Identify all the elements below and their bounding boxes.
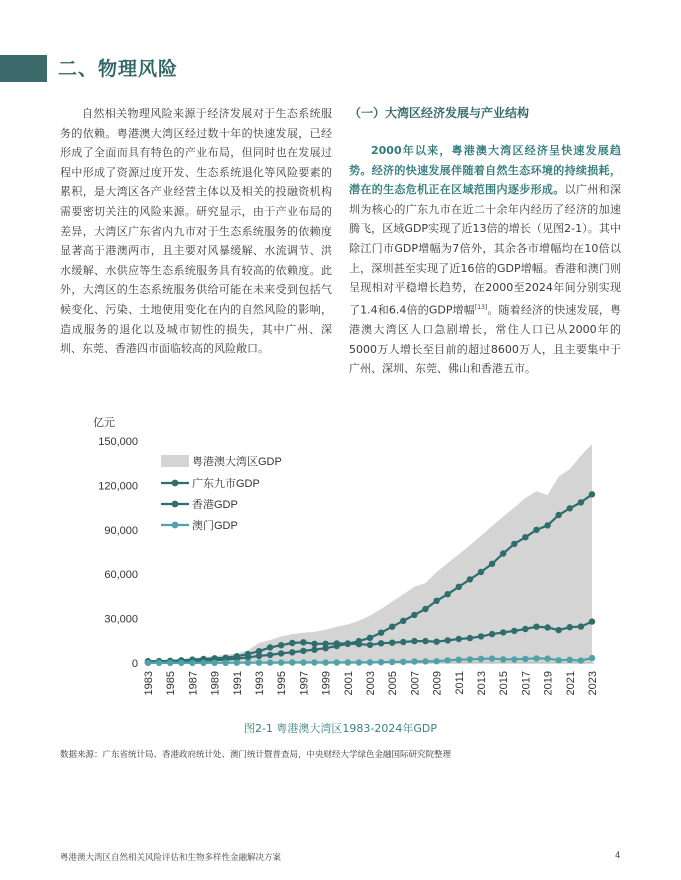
y-tick-label: 0: [131, 658, 138, 670]
x-tick-label: 2007: [409, 671, 422, 696]
series-line-hongkong-point: [378, 640, 384, 646]
series-line-hongkong-point: [522, 626, 528, 632]
series-line-macau-point: [345, 659, 351, 665]
series-line-macau-point: [245, 660, 251, 666]
series-line-hongkong-point: [289, 640, 295, 646]
body-text-2: 。随着经济的快速发展，粤港澳大湾区人口急剧增长，常住人口已从2000年的5000万人增长至目前的超过8600万人，且主要集中于广州、深圳、东莞、佛山和香港五市。: [349, 303, 621, 376]
series-line-macau-point: [211, 660, 217, 666]
series-line-hongkong-point: [489, 631, 495, 637]
x-tick-label: 2021: [564, 671, 577, 696]
series-line-hongkong-point: [400, 639, 406, 645]
reference-mark: [13]: [474, 303, 488, 311]
series-line-hongkong-point: [245, 651, 251, 657]
series-line-guangdong-point: [289, 649, 295, 655]
x-tick-label: 1983: [143, 671, 155, 696]
series-line-hongkong-point: [389, 640, 395, 646]
series-line-hongkong-point: [345, 640, 351, 646]
right-paragraph: [349, 141, 621, 379]
series-line-macau-point: [533, 655, 539, 661]
series-line-macau-point: [456, 657, 462, 663]
series-line-guangdong-point: [267, 652, 273, 658]
series-line-hongkong-point: [500, 629, 506, 635]
series-line-macau-point: [178, 660, 184, 666]
page-number: 4: [615, 851, 621, 861]
series-line-macau-point: [556, 657, 562, 663]
series-line-hongkong-point: [478, 633, 484, 639]
series-line-hongkong-point: [533, 624, 539, 630]
series-line-hongkong-point: [511, 628, 517, 634]
series-line-macau-point: [411, 658, 417, 664]
x-tick-label: 2015: [498, 671, 511, 696]
series-line-hongkong-point: [578, 623, 584, 629]
legend-swatch-area: [161, 455, 189, 467]
y-tick-label: 150,000: [98, 436, 138, 448]
x-tick-label: 1999: [320, 671, 333, 696]
series-line-guangdong-point: [422, 606, 428, 612]
series-line-macau-point: [400, 659, 406, 665]
series-line-macau-point: [567, 657, 573, 663]
series-line-hongkong-point: [234, 653, 240, 659]
legend-label: 广东九市GDP: [192, 478, 260, 490]
series-line-macau-point: [356, 659, 362, 665]
series-line-macau-point: [334, 659, 340, 665]
series-line-macau-point: [544, 655, 550, 661]
header-accent-bar: [0, 55, 47, 82]
series-line-hongkong-point: [467, 635, 473, 641]
x-tick-label: 1987: [187, 671, 200, 696]
series-line-guangdong-point: [411, 612, 417, 618]
series-line-macau-point: [589, 655, 595, 661]
legend-label: 香港GDP: [192, 499, 238, 511]
series-line-guangdong-point: [433, 598, 439, 604]
series-line-macau-point: [489, 655, 495, 661]
series-line-macau-point: [322, 659, 328, 665]
data-source: 数据来源：广东省统计局、香港政府统计处、澳门统计暨普查局，中央财经大学绿色金融国际研究院整理: [60, 750, 452, 760]
series-line-macau-point: [500, 656, 506, 662]
body-text: 以广州和深圳为核心的广东九市在近二十余年内经历了经济的加速腾飞，区域GDP实现了近13倍的增长（见图2-1）。其中除江门市GDP增幅为7倍外，其余各市增幅均在10倍以上，深圳甚至实现了近16倍的GDP增幅。香港和澳门则呈现相对平稳增长趋势，在2000至2024年间分别实现了1.4和6.4倍的GDP增幅: [349, 183, 622, 317]
series-line-macau-point: [189, 660, 195, 666]
series-line-macau-point: [422, 658, 428, 664]
legend-label: 澳门GDP: [192, 520, 238, 532]
series-line-guangdong-point: [511, 541, 517, 547]
series-line-macau-point: [200, 660, 206, 666]
series-line-macau-point: [445, 657, 451, 663]
series-line-macau-point: [578, 657, 584, 663]
x-tick-label: 2001: [342, 671, 355, 696]
series-line-macau-point: [522, 656, 528, 662]
highlight-text: 2000年以来，粤港澳大湾区经济呈快速发展趋势。经济的快速发展伴随着自然生态环境的持续损耗，潜在的生态危机正在区域范围内逐步形成。: [349, 144, 621, 197]
series-line-macau-point: [156, 660, 162, 666]
series-line-hongkong-point: [322, 641, 328, 647]
series-line-hongkong-point: [411, 638, 417, 644]
series-line-guangdong-point: [378, 630, 384, 636]
series-line-macau-point: [467, 656, 473, 662]
footer-title: 粤港澳大湾区自然相关风险评估和生物多样性金融解决方案: [60, 853, 282, 863]
series-line-guangdong-point: [489, 561, 495, 567]
y-tick-label: 90,000: [104, 524, 138, 537]
series-line-guangdong-point: [478, 569, 484, 575]
x-tick-label: 1989: [209, 671, 222, 696]
legend-swatch-marker: [172, 501, 179, 508]
series-line-hongkong-point: [267, 644, 273, 650]
series-line-macau-point: [145, 660, 151, 666]
series-line-macau-point: [256, 660, 262, 666]
x-tick-label: 1995: [276, 671, 289, 696]
series-line-hongkong-point: [456, 636, 462, 642]
series-line-hongkong-point: [445, 637, 451, 643]
legend-swatch-marker: [172, 522, 179, 529]
series-line-hongkong-point: [311, 641, 317, 647]
x-tick-label: 1985: [165, 671, 178, 696]
series-line-hongkong-point: [544, 624, 550, 630]
series-line-macau-point: [278, 659, 284, 665]
x-tick-label: 2023: [587, 671, 599, 696]
series-line-guangdong-point: [589, 491, 595, 497]
y-tick-label: 120,000: [98, 480, 138, 493]
series-line-hongkong-point: [556, 627, 562, 633]
series-line-guangdong-point: [300, 648, 306, 654]
series-line-guangdong-point: [544, 522, 550, 528]
series-line-guangdong-point: [389, 624, 395, 630]
x-tick-label: 2013: [476, 671, 488, 696]
x-tick-label: 2017: [520, 671, 533, 696]
series-line-guangdong-point: [567, 505, 573, 511]
legend-swatch-marker: [172, 480, 179, 487]
series-line-guangdong-point: [556, 512, 562, 518]
series-line-hongkong-point: [433, 639, 439, 645]
series-line-guangdong-point: [500, 550, 506, 556]
series-line-hongkong-point: [589, 618, 595, 624]
series-line-macau-point: [300, 659, 306, 665]
series-line-macau-point: [378, 659, 384, 665]
series-line-guangdong-point: [400, 618, 406, 624]
series-line-hongkong-point: [356, 641, 362, 647]
y-tick-label: 30,000: [104, 613, 138, 626]
x-tick-label: 2011: [453, 671, 466, 695]
left-paragraph: 自然相关物理风险来源于经济发展对于生态系统服务的依赖。粤港澳大湾区经过数十年的快速发展，已经形成了全面而具有特色的产业布局，但同时也在发展过程中形成了资源过度开发、生态系统退化等风险要素的累积，是大湾区各产业经营主体以及相关的投融资机构需要密切关注的风险来源。研究显示，由于产业布局的差异，大湾区广东省内九市对于生态系统服务的依赖度显著高于港澳两市，且主要对风暴缓解、水流调节、洪水缓解、水供应等生态系统服务具有较高的依赖度。此外，大湾区的生态系统服务供给可能在未来受到包括气候变化、污染、土地使用变化在内的自然风险的影响，造成服务的退化以及城市韧性的损失，其中广州、深圳、东莞、香港四市面临较高的风险敞口。: [60, 107, 332, 356]
y-tick-label: 60,000: [104, 569, 138, 582]
gdp-chart: [85, 405, 615, 725]
x-tick-label: 1991: [231, 671, 244, 696]
y-unit-label: 亿元: [93, 417, 115, 429]
series-line-guangdong-point: [522, 534, 528, 540]
series-line-guangdong-point: [467, 576, 473, 582]
series-line-macau-point: [389, 659, 395, 665]
series-line-macau-point: [311, 659, 317, 665]
x-tick-label: 1997: [298, 671, 311, 696]
x-tick-label: 2003: [365, 671, 377, 696]
legend-label: 粤港澳大湾区GDP: [192, 456, 282, 468]
x-tick-label: 2019: [542, 671, 555, 696]
series-line-hongkong-point: [278, 642, 284, 648]
x-tick-label: 2009: [431, 671, 444, 696]
series-line-hongkong-point: [567, 624, 573, 630]
series-line-macau-point: [167, 660, 173, 666]
series-line-macau-point: [289, 659, 295, 665]
series-line-macau-point: [267, 659, 273, 665]
series-line-hongkong-point: [422, 638, 428, 644]
series-line-hongkong-point: [367, 642, 373, 648]
series-line-guangdong-point: [311, 647, 317, 653]
series-line-macau-point: [234, 660, 240, 666]
series-line-macau-point: [223, 660, 229, 666]
section-title: 二、物理风险: [58, 58, 179, 80]
series-line-guangdong-point: [445, 591, 451, 597]
series-line-guangdong-point: [278, 650, 284, 656]
x-tick-label: 1993: [254, 671, 266, 696]
series-line-guangdong-point: [578, 499, 584, 505]
x-tick-label: 2005: [387, 671, 400, 696]
figure-caption: 图2-1 粤港澳大湾区1983-2024年GDP: [243, 722, 438, 735]
series-line-hongkong-point: [300, 639, 306, 645]
subsection-title: （一）大湾区经济发展与产业结构: [349, 106, 530, 120]
series-line-guangdong-point: [533, 527, 539, 533]
series-line-macau-point: [511, 656, 517, 662]
series-line-guangdong-point: [367, 635, 373, 641]
series-line-macau-point: [367, 659, 373, 665]
series-line-hongkong-point: [256, 648, 262, 654]
series-line-hongkong-point: [334, 640, 340, 646]
series-line-macau-point: [478, 656, 484, 662]
series-line-macau-point: [433, 658, 439, 664]
series-line-guangdong-point: [456, 584, 462, 590]
